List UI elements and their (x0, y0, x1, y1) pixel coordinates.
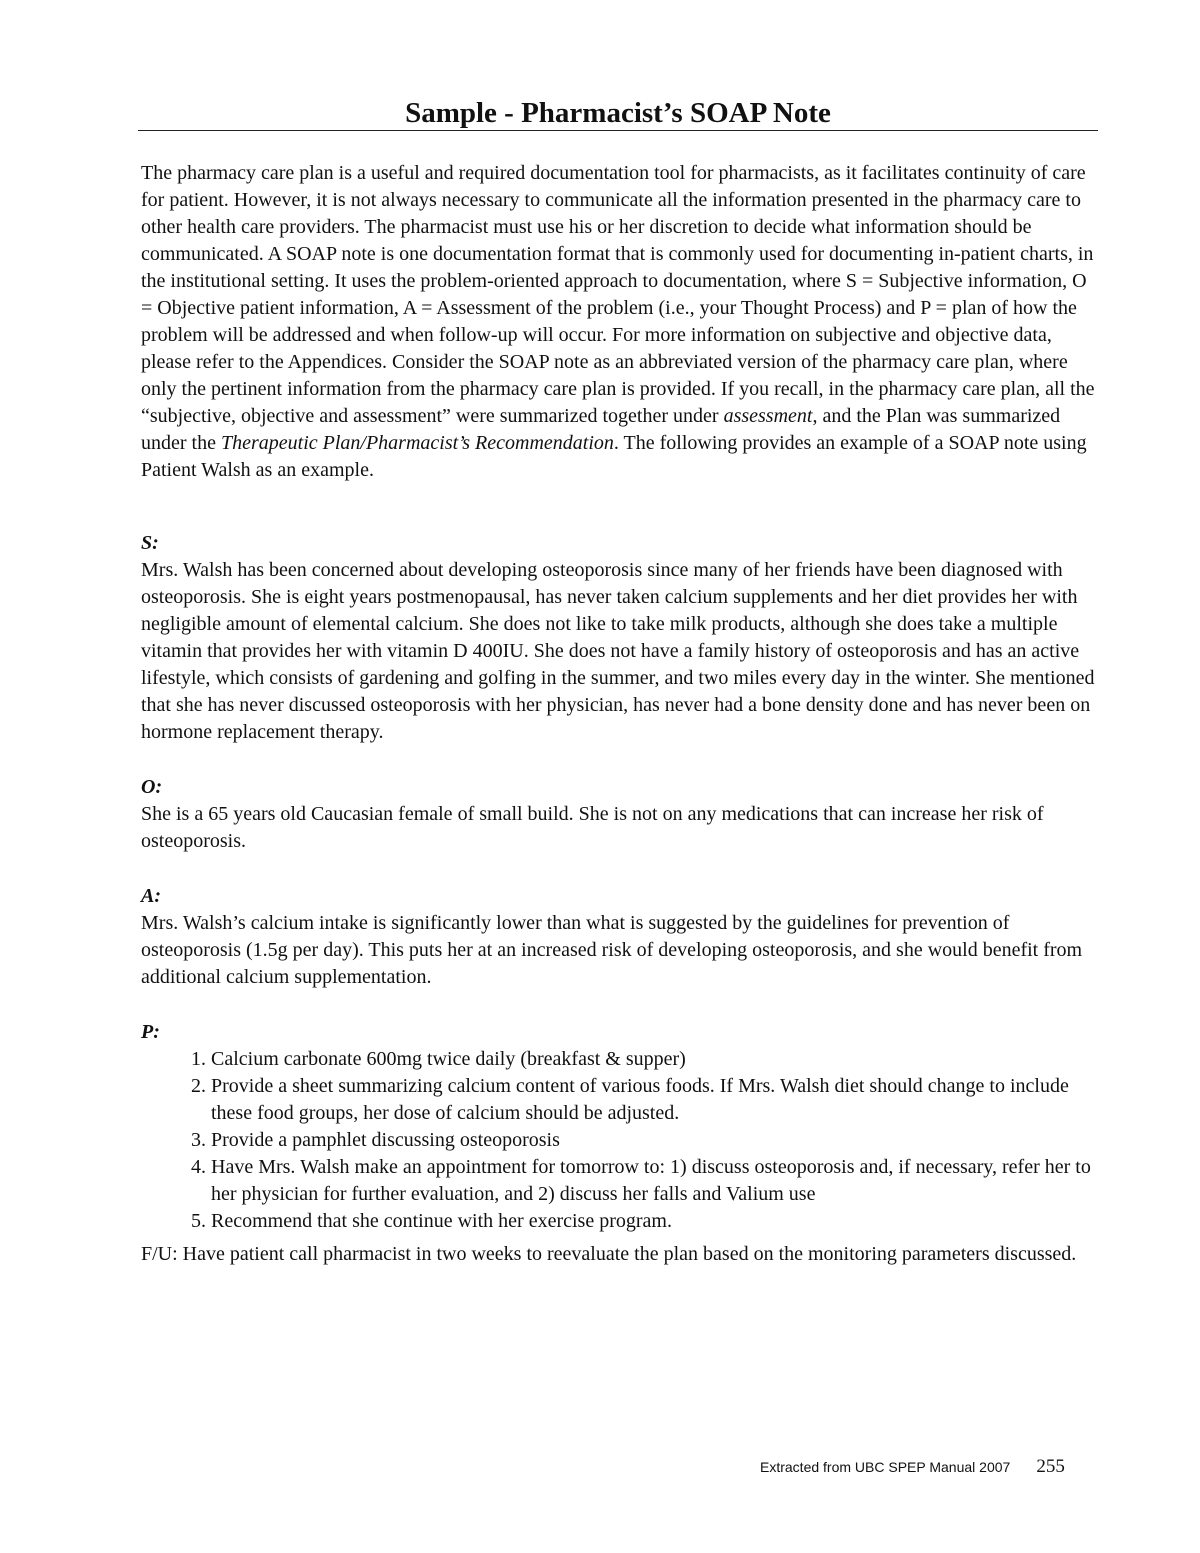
assessment-heading: A: (141, 885, 161, 907)
footer-source: Extracted from UBC SPEP Manual 2007 (760, 1459, 1011, 1475)
plan-heading: P: (141, 1021, 160, 1043)
subjective-section (141, 530, 1096, 746)
document-body (141, 160, 1096, 1268)
plan-section (141, 1019, 1096, 1268)
plan-item: 5. Recommend that she continue with her exercise program. (211, 1208, 1096, 1235)
objective-text: She is a 65 years old Caucasian female of small build. She is not on any medications that can increase her risk of osteoporosis. (141, 803, 1044, 852)
objective-heading: O: (141, 776, 163, 798)
assessment-section (141, 883, 1096, 991)
page-title: Sample - Pharmacist’s SOAP Note (405, 97, 831, 129)
plan-item: 4. Have Mrs. Walsh make an appointment for tomorrow to: 1) discuss osteoporosis and, if necessary, refer her to her physician for further evaluation, and 2) discuss her falls and Valium use (211, 1154, 1096, 1208)
page-footer (760, 1456, 1100, 1478)
intro-emphasis-plan: Therapeutic Plan/Pharmacist’s Recommendation (220, 432, 614, 454)
objective-section (141, 774, 1096, 855)
intro-paragraph (141, 160, 1096, 484)
plan-item: 3. Provide a pamphlet discussing osteoporosis (211, 1127, 1096, 1154)
subjective-text: Mrs. Walsh has been concerned about developing osteoporosis since many of her friends have been diagnosed with osteoporosis. She is eight years postmenopausal, has never taken calcium supplements and her diet provides her with negligible amount of elemental calcium. She does not like to take milk products, although she does take a multiple vitamin that provides her with vitamin D 400IU. She does not have a family history of osteoporosis and has an active lifestyle, which consists of gardening and golfing in the summer, and two miles every day in the winter. She mentioned that she has never discussed osteoporosis with her physician, has never had a bone density done and has never been on hormone replacement therapy. (141, 559, 1095, 743)
intro-text-2: , and the Plan was summarized under the (141, 405, 1061, 454)
page-number: 255 (1036, 1456, 1065, 1477)
followup-text: F/U: Have patient call pharmacist in two weeks to reevaluate the plan based on the monitoring parameters discussed. (141, 1243, 1077, 1265)
intro-emphasis-assessment: assessment (723, 405, 813, 427)
plan-item: 1. Calcium carbonate 600mg twice daily (breakfast & supper) (211, 1046, 1096, 1073)
plan-list (141, 1046, 1096, 1235)
subjective-heading: S: (141, 532, 159, 554)
title-underline (138, 130, 1098, 131)
assessment-text: Mrs. Walsh’s calcium intake is significantly lower than what is suggested by the guidelines for prevention of osteoporosis (1.5g per day). This puts her at an increased risk of developing osteoporosis, and she would benefit from additional calcium supplementation. (141, 912, 1083, 988)
intro-text-1: The pharmacy care plan is a useful and required documentation tool for pharmacists, as it facilitates continuity of care for patient. However, it is not always necessary to communicate all the information presented in the pharmacy care to other health care providers. The pharmacist must use his or her discretion to decide what information should be communicated. A SOAP note is one documentation format that is commonly used for documenting in-patient charts, in the institutional setting. It uses the problem-oriented approach to documentation, where S = Subjective information, O = Objective patient information, A = Assessment of the problem (i.e., your Thought Process) and P = plan of how the problem will be addressed and when follow-up will occur. For more information on subjective and objective data, please refer to the Appendices. Consider the SOAP note as an abbreviated version of the pharmacy care plan, where only the pertinent information from the pharmacy care plan is provided. If you recall, in the pharmacy care plan, all the “subjective, objective and assessment” were summarized together under (141, 162, 1095, 427)
intro-text-3: . The following provides an example of a SOAP note using Patient Walsh as an example. (141, 432, 1087, 481)
plan-item: 2. Provide a sheet summarizing calcium content of various foods. If Mrs. Walsh diet should change to include these food groups, her dose of calcium should be adjusted. (211, 1073, 1096, 1127)
